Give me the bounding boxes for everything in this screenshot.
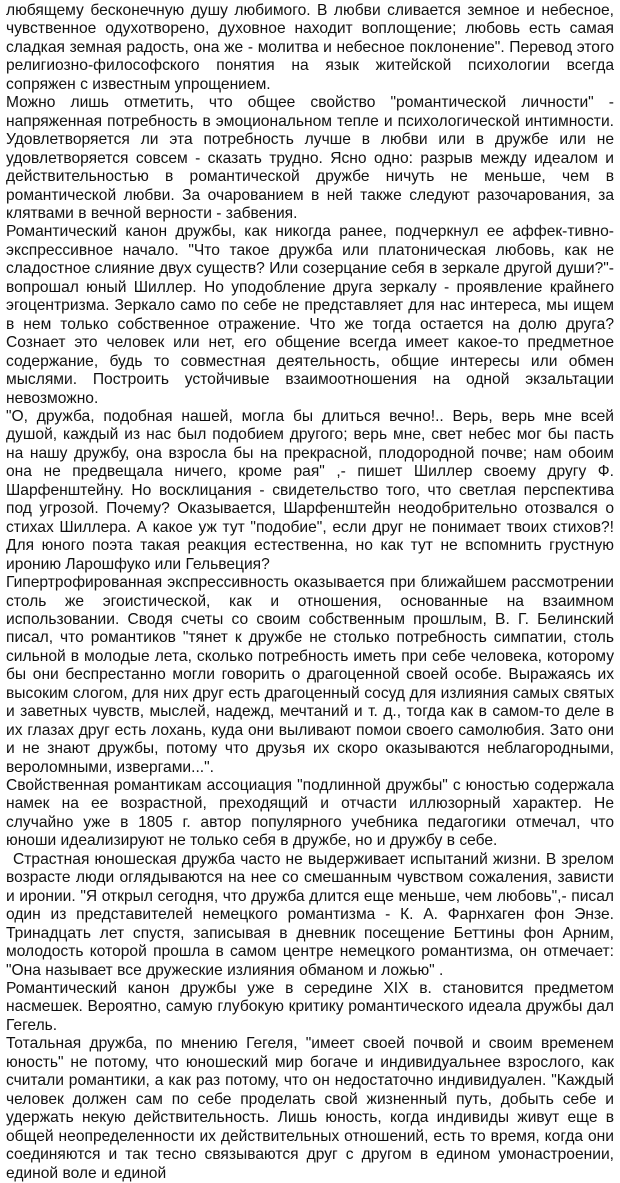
paragraph-6: Свойственная романтикам ассоциация "подлинной дружбы" с юностью содержала намек на ее возрастной, преходящий и отчасти иллюзорный характер. Не случайно уже в 1805 г. автор популярного учебника педагогики отмечал, что юноши идеализируют не только себя в дружбе, но и дружбу в себе. xyxy=(6,777,614,850)
paragraph-1: любящему бесконечную душу любимого. В любви сливается земное и небесное, чувственное одухотворено, духовное находит воплощение; любовь есть самая сладкая земная радость, она же - молитва и небесное поклонение". Перевод этого религиозно-философского понятия на язык житейской психологии всегда сопряжен с известным упрощением. xyxy=(6,2,614,93)
paragraph-3: Романтический канон дружбы, как никогда ранее, подчеркнул ее аффек-тивно-экспрессивное начало. "Что такое дружба или платоническая любовь, как не сладостное слияние двух существ? Или созерцание себя в зеркале другой души?"-вопрошал юный Шиллер. Но уподобление друга зеркалу - проявление крайнего эгоцентризма. Зеркало само по себе не представляет для нас интереса, мы ищем в нем только собственное отражение. Что же тогда остается на долю друга? Сознает это человек или нет, его общение всегда имеет какое-то предметное содержание, будь то совместная деятельность, общие интересы или обмен мыслями. Построить устойчивые взаимоотношения на одной экзальтации невозможно. xyxy=(6,223,614,407)
paragraph-8: Романтический канон дружбы уже в середине XIX в. становится предметом насмешек. Вероятно, самую глубокую критику романтического идеала дружбы дал Гегель. xyxy=(6,980,614,1034)
paragraph-7: Страстная юношеская дружба часто не выдерживает испытаний жизни. В зрелом возрасте люди оглядываются на нее со смешанным чувством сожаления, зависти и иронии. "Я открыл сегодня, что дружба длится еще меньше, чем любовь",- писал один из представителей немецкого романтизма - К. А. Фарнхаген фон Энзе. Тринадцать лет спустя, записывая в дневник посещение Беттины фон Арним, молодость которой прошла в самом центре немецкого романтизма, он отмечает: "Она называет все дружеские излияния обманом и ложью" . xyxy=(6,850,614,979)
paragraph-4: "О, дружба, подобная нашей, могла бы длиться вечно!.. Верь, верь мне всей душой, каждый из нас был подобием другого; верь мне, свет небес мог бы пасть на нашу дружбу, она взросла бы на прекрасной, плодородной почве; нам обоим она не предвещала ничего, кроме рая" ,- пишет Шиллер своему другу Ф. Шарфенштейну. Но восклицания - свидетельство того, что светлая перспектива под угрозой. Почему? Оказывается, Шарфенштейн неодобрительно отозвался о стихах Шиллера. А какое уж тут "подобие", если друг не понимает твоих стихов?! Для юного поэта такая реакция естественна, но как тут не вспомнить грустную иронию Ларошфуко или Гельвеция? xyxy=(6,407,614,573)
paragraph-2: Можно лишь отметить, что общее свойство "романтической личности" - напряженная потребность в эмоциональном тепле и психологической интимности. Удовлетворяется ли эта потребность лучше в любви или в дружбе или не удовлетворяется совсем - сказать трудно. Ясно одно: разрыв между идеалом и действительностью в романтической дружбе ничуть не меньше, чем в романтической любви. За очарованием в ней также следуют разочарования, за клятвами в вечной верности - забвения. xyxy=(6,94,614,222)
paragraph-5: Гипертрофированная экспрессивность оказывается при ближайшем рассмотрении столь же эгоистической, как и отношения, основанные на взаимном использовании. Сводя счеты со своим собственным прошлым, В. Г. Белинский писал, что романтиков "тянет к дружбе не столько потребность симпатии, столь сильной в молодые лета, сколько потребность иметь при себе человека, которому бы они беспрестанно могли говорить о драгоценной своей особе. Выражаясь их высоким слогом, для них друг есть драгоценный сосуд для излияния самых святых и заветных чувств, мыслей, надежд, мечтаний и т. д., тогда как в самом-то деле в их глазах друг есть лохань, куда они выливают помои своего самолюбия. Зато они и не знают дружбы, потому что друзья их скоро оказываются неблагородными, вероломными, извергами...". xyxy=(6,574,614,776)
paragraph-9: Тотальная дружба, по мнению Гегеля, "имеет своей почвой и своим временем юность" не потому, что юношеский мир богаче и индивидуальнее взрослого, как считали романтики, а как раз потому, что он недостаточно индивидуален. "Каждый человек должен сам по себе проделать свой жизненный путь, добыть себе и удержать некую действительность. Лишь юность, когда индивиды живут еще в общей неопределенности их действительных отношений, есть то время, когда они соединяются и так тесно связываются друг с другом в едином умонастроении, единой воле и единой xyxy=(6,1035,614,1182)
